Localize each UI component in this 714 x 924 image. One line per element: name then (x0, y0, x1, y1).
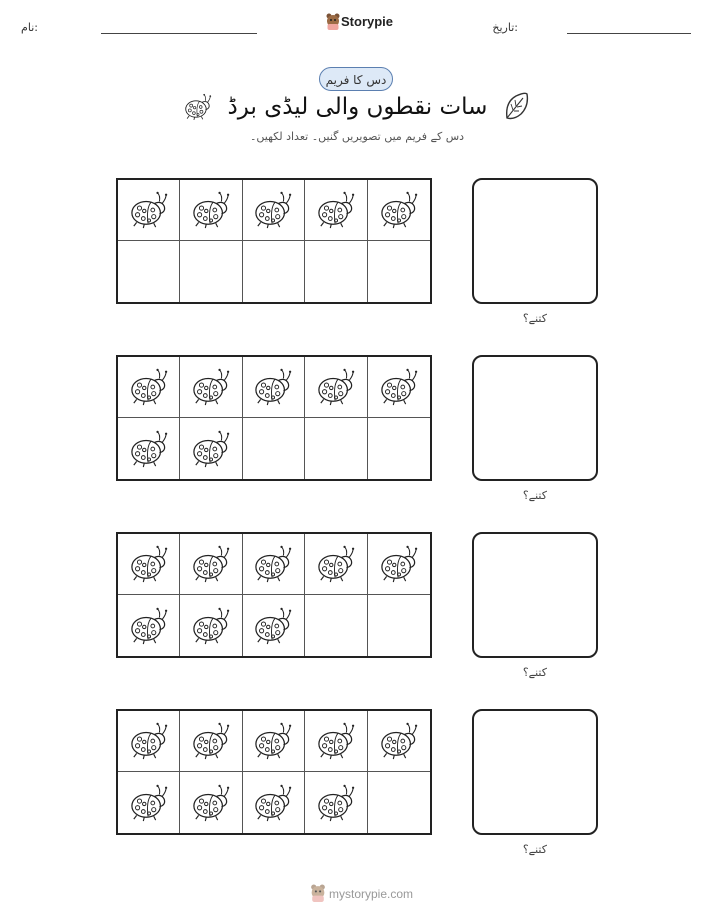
ten-frame-cell (180, 241, 242, 302)
ladybug-icon (378, 722, 420, 760)
date-line[interactable] (567, 33, 691, 34)
ten-frame-cell (305, 772, 367, 833)
ten-frame-cell (368, 711, 430, 772)
ladybug-icon (252, 607, 294, 645)
ladybug-icon (190, 784, 232, 822)
ten-frame-cell (368, 241, 430, 302)
name-line[interactable] (101, 33, 257, 34)
ten-frame-cell (305, 595, 367, 656)
ladybug-icon (378, 545, 420, 583)
ten-frame-badge: دس کا فریم (319, 67, 393, 91)
ladybug-icon (315, 368, 357, 406)
ten-frame-cell (180, 772, 242, 833)
ladybug-icon (128, 545, 170, 583)
page-title: سات نقطوں والی لیڈی برڈ (227, 94, 488, 120)
ladybug-icon (190, 430, 232, 468)
ten-frame-cell (118, 711, 180, 772)
footer (310, 884, 414, 904)
ten-frame-cell (305, 357, 367, 418)
answer-box[interactable] (472, 709, 598, 835)
ladybug-icon (128, 784, 170, 822)
ten-frame-cell (305, 241, 367, 302)
ladybug-icon (252, 722, 294, 760)
ten-frame-cell (243, 180, 305, 241)
ten-frame-cell (243, 711, 305, 772)
ten-frame (116, 178, 432, 304)
bear-logo-icon (326, 13, 340, 31)
footer-url[interactable]: mystorypie.com (329, 887, 414, 901)
ten-frame-cell (243, 357, 305, 418)
ladybug-icon (190, 722, 232, 760)
ladybug-icon (190, 545, 232, 583)
ladybug-icon (190, 368, 232, 406)
ten-frame (116, 355, 432, 481)
ten-frame-cell (305, 418, 367, 479)
date-label: تاریخ: (492, 21, 518, 34)
ladybug-icon (128, 607, 170, 645)
ladybug-icon (252, 545, 294, 583)
ten-frame-cell (305, 180, 367, 241)
ten-frame-cell (118, 595, 180, 656)
ladybug-icon (315, 722, 357, 760)
ten-frame-cell (118, 772, 180, 833)
ten-frame-cell (368, 180, 430, 241)
ladybug-icon (252, 368, 294, 406)
ladybug-icon (190, 607, 232, 645)
answer-box[interactable] (472, 355, 598, 481)
how-many-label: کتنے؟ (522, 666, 547, 679)
ten-frame-cell (118, 241, 180, 302)
ten-frame-cell (368, 772, 430, 833)
ladybug-icon (252, 191, 294, 229)
ladybug-icon (128, 368, 170, 406)
ladybug-icon (315, 784, 357, 822)
answer-box[interactable] (472, 532, 598, 658)
bear-logo-icon (310, 884, 326, 903)
ladybug-icon (378, 368, 420, 406)
ten-frame-cell (243, 534, 305, 595)
ten-frame-cell (243, 418, 305, 479)
ladybug-icon (252, 784, 294, 822)
ten-frame-cell (243, 241, 305, 302)
how-many-label: کتنے؟ (522, 312, 547, 325)
leaf-icon (503, 92, 529, 122)
brand-logo (326, 13, 394, 33)
ten-frame-cell (243, 772, 305, 833)
ten-frame-cell (368, 418, 430, 479)
ten-frame-cell (180, 595, 242, 656)
ladybug-icon (190, 191, 232, 229)
ten-frame-cell (118, 357, 180, 418)
ladybug-icon (378, 191, 420, 229)
name-label: نام: (21, 21, 38, 34)
instructions: دس کے فریم میں تصویریں گنیں۔ تعداد لکھیں۔ (249, 130, 465, 143)
ten-frame-cell (180, 711, 242, 772)
ladybug-icon (128, 191, 170, 229)
ten-frame-cell (368, 595, 430, 656)
ten-frame-cell (180, 534, 242, 595)
ten-frame-cell (118, 534, 180, 595)
ladybug-icon (315, 545, 357, 583)
ten-frame-cell (180, 418, 242, 479)
answer-box[interactable] (472, 178, 598, 304)
ten-frame-cell (305, 711, 367, 772)
how-many-label: کتنے؟ (522, 843, 547, 856)
ladybug-icon (315, 191, 357, 229)
ten-frame (116, 709, 432, 835)
ten-frame (116, 532, 432, 658)
ten-frame-cell (118, 418, 180, 479)
ten-frame-cell (368, 357, 430, 418)
ten-frame-cell (305, 534, 367, 595)
ten-frame-cell (118, 180, 180, 241)
how-many-label: کتنے؟ (522, 489, 547, 502)
brand-name: Storypie (341, 14, 394, 29)
ten-frame-cell (368, 534, 430, 595)
ladybug-icon (128, 722, 170, 760)
ten-frame-cell (180, 180, 242, 241)
ten-frame-cell (243, 595, 305, 656)
ladybug-icon (128, 430, 170, 468)
ten-frame-cell (180, 357, 242, 418)
ladybug-icon (183, 93, 213, 121)
